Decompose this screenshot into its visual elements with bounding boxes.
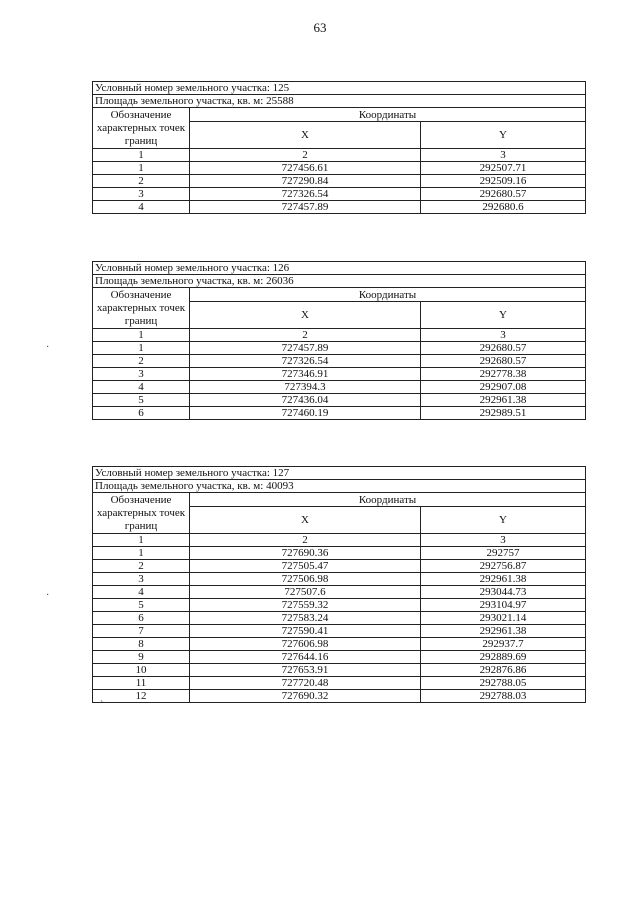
point-number: 3 <box>93 188 190 201</box>
table-row <box>93 599 586 612</box>
x-coordinate: 727436.04 <box>190 394 421 407</box>
table-row <box>93 201 586 214</box>
col-index-1: 1 <box>93 329 190 342</box>
point-number: 2 <box>93 355 190 368</box>
point-number: 2 <box>93 560 190 573</box>
x-coordinate: 727457.89 <box>190 342 421 355</box>
col-index-3: 3 <box>421 149 586 162</box>
table-row <box>93 573 586 586</box>
x-coordinate: 727456.61 <box>190 162 421 175</box>
scan-mark-dot: · <box>46 342 50 353</box>
point-number: 10 <box>93 664 190 677</box>
x-coordinate: 727460.19 <box>190 407 421 420</box>
x-coordinate: 727457.89 <box>190 201 421 214</box>
coordinates-header: Координаты <box>190 108 586 122</box>
y-coordinate: 292680.57 <box>421 355 586 368</box>
point-number: 4 <box>93 201 190 214</box>
col-index-1: 1 <box>93 149 190 162</box>
y-coordinate: 292961.38 <box>421 394 586 407</box>
x-coordinate: 727606.98 <box>190 638 421 651</box>
x-coordinate: 727326.54 <box>190 188 421 201</box>
x-coordinate: 727644.16 <box>190 651 421 664</box>
point-number: 3 <box>93 368 190 381</box>
x-coordinate: 727720.48 <box>190 677 421 690</box>
table-row <box>93 381 586 394</box>
y-header: Y <box>421 302 586 329</box>
point-number: 8 <box>93 638 190 651</box>
plot-number: Условный номер земельного участка: 127 <box>93 467 586 480</box>
x-coordinate: 727690.36 <box>190 547 421 560</box>
col-index-3: 3 <box>421 534 586 547</box>
plot-table-127 <box>92 466 586 703</box>
col-index-2: 2 <box>190 329 421 342</box>
x-coordinate: 727559.32 <box>190 599 421 612</box>
plot-table-125 <box>92 81 586 214</box>
column-index-row <box>93 149 586 162</box>
plot-area: Площадь земельного участка, кв. м: 40093 <box>93 480 586 493</box>
header-row <box>93 493 586 507</box>
point-number: 1 <box>93 342 190 355</box>
x-header: X <box>190 507 421 534</box>
x-coordinate: 727583.24 <box>190 612 421 625</box>
table-row <box>93 342 586 355</box>
y-coordinate: 293044.73 <box>421 586 586 599</box>
x-coordinate: 727690.32 <box>190 690 421 703</box>
y-coordinate: 293104.97 <box>421 599 586 612</box>
designation-header: Обозначение характерных точек границ <box>93 288 190 329</box>
table-row <box>93 612 586 625</box>
table-row <box>93 664 586 677</box>
y-coordinate: 292876.86 <box>421 664 586 677</box>
x-coordinate: 727507.6 <box>190 586 421 599</box>
y-coordinate: 292778.38 <box>421 368 586 381</box>
header-row <box>93 108 586 122</box>
table-row <box>93 407 586 420</box>
plot-area-row <box>93 95 586 108</box>
x-coordinate: 727326.54 <box>190 355 421 368</box>
y-coordinate: 292907.08 <box>421 381 586 394</box>
col-index-3: 3 <box>421 329 586 342</box>
x-coordinate: 727346.91 <box>190 368 421 381</box>
plot-number: Условный номер земельного участка: 125 <box>93 82 586 95</box>
coordinates-header: Координаты <box>190 288 586 302</box>
x-header: X <box>190 302 421 329</box>
table-row <box>93 638 586 651</box>
y-header: Y <box>421 507 586 534</box>
designation-header: Обозначение характерных точек границ <box>93 108 190 149</box>
y-coordinate: 292989.51 <box>421 407 586 420</box>
table-row <box>93 586 586 599</box>
y-coordinate: 292680.6 <box>421 201 586 214</box>
table-row <box>93 690 586 703</box>
plot-number-row <box>93 262 586 275</box>
header-row <box>93 288 586 302</box>
x-coordinate: 727590.41 <box>190 625 421 638</box>
point-number: 1 <box>93 162 190 175</box>
table-row <box>93 175 586 188</box>
table-row <box>93 355 586 368</box>
x-coordinate: 727505.47 <box>190 560 421 573</box>
col-index-2: 2 <box>190 149 421 162</box>
y-coordinate: 292756.87 <box>421 560 586 573</box>
y-coordinate: 292889.69 <box>421 651 586 664</box>
col-index-1: 1 <box>93 534 190 547</box>
x-header: X <box>190 122 421 149</box>
y-coordinate: 292509.16 <box>421 175 586 188</box>
point-number: 4 <box>93 381 190 394</box>
table-row <box>93 368 586 381</box>
plot-area-row <box>93 275 586 288</box>
designation-header: Обозначение характерных точек границ <box>93 493 190 534</box>
coordinates-header: Координаты <box>190 493 586 507</box>
table-row <box>93 547 586 560</box>
point-number: 2 <box>93 175 190 188</box>
point-number: 3 <box>93 573 190 586</box>
x-coordinate: 727506.98 <box>190 573 421 586</box>
point-number: 1 <box>93 547 190 560</box>
y-coordinate: 292937.7 <box>421 638 586 651</box>
y-header: Y <box>421 122 586 149</box>
col-index-2: 2 <box>190 534 421 547</box>
y-coordinate: 293021.14 <box>421 612 586 625</box>
y-coordinate: 292961.38 <box>421 625 586 638</box>
point-number: 12 <box>93 690 190 703</box>
plot-area: Площадь земельного участка, кв. м: 26036 <box>93 275 586 288</box>
table-row <box>93 162 586 175</box>
table-row <box>93 188 586 201</box>
point-number: 11 <box>93 677 190 690</box>
point-number: 5 <box>93 599 190 612</box>
x-coordinate: 727290.84 <box>190 175 421 188</box>
table-row <box>93 677 586 690</box>
point-number: 6 <box>93 612 190 625</box>
plot-number-row <box>93 82 586 95</box>
scan-mark-tick: ` <box>100 700 104 711</box>
point-number: 7 <box>93 625 190 638</box>
y-coordinate: 292757 <box>421 547 586 560</box>
y-coordinate: 292680.57 <box>421 188 586 201</box>
y-coordinate: 292788.03 <box>421 690 586 703</box>
table-row <box>93 625 586 638</box>
y-coordinate: 292680.57 <box>421 342 586 355</box>
plot-table-126 <box>92 261 586 420</box>
plot-area: Площадь земельного участка, кв. м: 25588 <box>93 95 586 108</box>
plot-area-row <box>93 480 586 493</box>
table-row <box>93 560 586 573</box>
plot-number-row <box>93 467 586 480</box>
point-number: 9 <box>93 651 190 664</box>
x-coordinate: 727394.3 <box>190 381 421 394</box>
point-number: 6 <box>93 407 190 420</box>
table-row <box>93 394 586 407</box>
point-number: 4 <box>93 586 190 599</box>
plot-number: Условный номер земельного участка: 126 <box>93 262 586 275</box>
x-coordinate: 727653.91 <box>190 664 421 677</box>
page-number: 63 <box>313 20 327 35</box>
y-coordinate: 292788.05 <box>421 677 586 690</box>
column-index-row <box>93 534 586 547</box>
point-number: 5 <box>93 394 190 407</box>
scan-mark-dot: · <box>46 590 50 601</box>
y-coordinate: 292507.71 <box>421 162 586 175</box>
y-coordinate: 292961.38 <box>421 573 586 586</box>
column-index-row <box>93 329 586 342</box>
table-row <box>93 651 586 664</box>
